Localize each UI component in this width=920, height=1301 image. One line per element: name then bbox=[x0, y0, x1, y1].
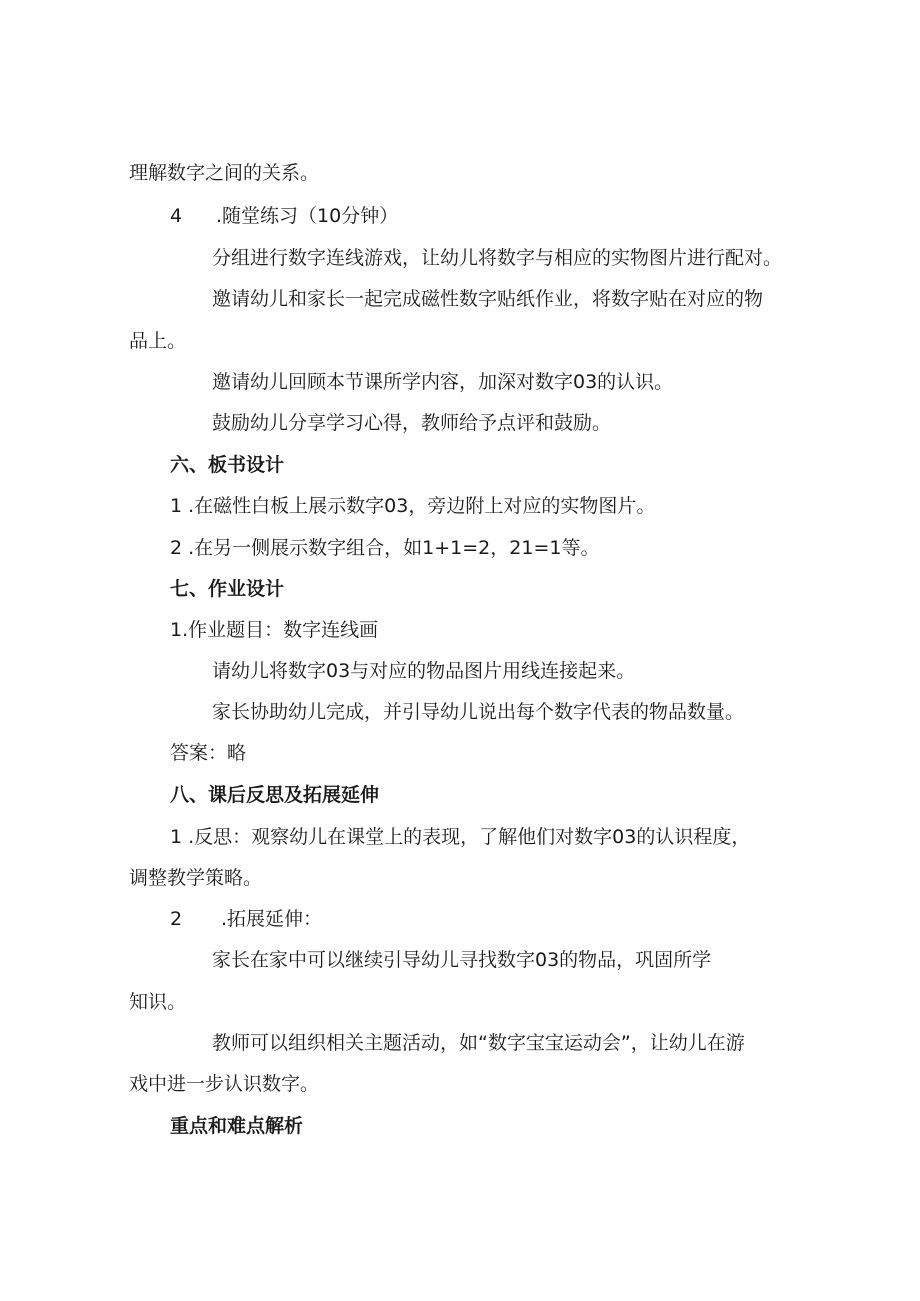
paragraph-line: 知识。 bbox=[129, 991, 187, 1013]
section-heading: 八、课后反思及拓展延伸 bbox=[170, 784, 380, 806]
list-number: 4 bbox=[170, 205, 183, 227]
section-heading: 七、作业设计 bbox=[170, 578, 285, 600]
section-subtitle: .随堂练习（10分钟） bbox=[216, 205, 399, 227]
paragraph-line: 戏中进一步认识数字。 bbox=[129, 1073, 320, 1095]
paragraph-line: 家长在家中可以继续引导幼儿寻找数字03的物品，巩固所学 bbox=[212, 949, 712, 971]
section-subtitle: .拓展延伸： bbox=[221, 908, 323, 930]
paragraph-line: 邀请幼儿和家长一起完成磁性数字贴纸作业，将数字贴在对应的物 bbox=[212, 288, 764, 310]
paragraph-line: 理解数字之间的关系。 bbox=[129, 162, 320, 184]
list-item: 2 .在另一侧展示数字组合，如1+1=2，21=1等。 bbox=[170, 537, 600, 559]
paragraph-line: 分组进行数字连线游戏，让幼儿将数字与相应的实物图片进行配对。 bbox=[212, 247, 783, 269]
section-heading: 六、板书设计 bbox=[170, 454, 285, 476]
list-number: 2 bbox=[170, 908, 183, 930]
list-item: 1 .在磁性白板上展示数字03，旁边附上对应的实物图片。 bbox=[170, 495, 656, 517]
paragraph-line: 家长协助幼儿完成，并引导幼儿说出每个数字代表的物品数量。 bbox=[212, 701, 745, 723]
paragraph-line: 调整教学策略。 bbox=[129, 867, 263, 889]
paragraph-line: 品上。 bbox=[129, 330, 187, 352]
list-item: 1 .反思：观察幼儿在课堂上的表现，了解他们对数字03的认识程度， bbox=[170, 826, 751, 848]
paragraph-line: 邀请幼儿回顾本节课所学内容，加深对数字03的认识。 bbox=[212, 371, 674, 393]
paragraph-line: 请幼儿将数字03与对应的物品图片用线连接起来。 bbox=[212, 660, 636, 682]
paragraph-line: 教师可以组织相关主题活动，如“数字宝宝运动会”，让幼儿在游 bbox=[212, 1032, 745, 1054]
list-item: 1.作业题目：数字连线画 bbox=[170, 619, 379, 641]
paragraph-line: 答案：略 bbox=[170, 742, 247, 764]
section-heading: 重点和难点解析 bbox=[170, 1115, 304, 1137]
paragraph-line: 鼓励幼儿分享学习心得，教师给予点评和鼓励。 bbox=[212, 412, 612, 434]
